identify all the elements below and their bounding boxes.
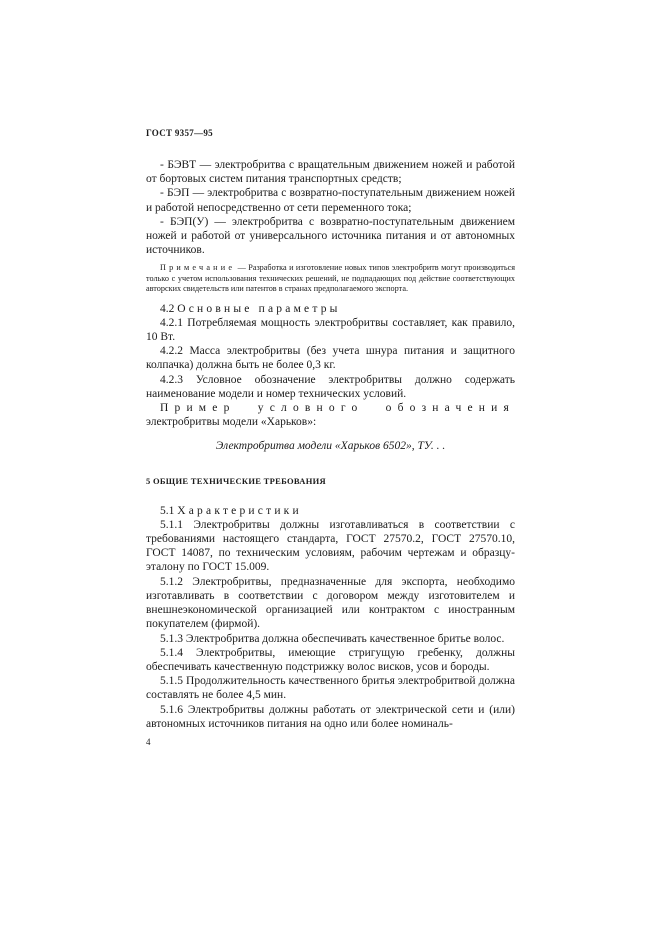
section-4-2-title: Основные параметры [177, 302, 341, 315]
example-designation: Электробритва модели «Харьков 6502», ТУ. . . [215, 440, 446, 453]
paragraph-5-1-2: 5.1.2 Электробритвы, предназначенные для экспорта, необходимо изготавливать в соответствии с договором между изготовителем и внешнеэкономической организацией или контрактом с иностранным покупателем (фирмой). [146, 575, 515, 631]
section-4-2-number: 4.2 [160, 302, 178, 315]
example-label: Пример условного обозначения [160, 402, 515, 415]
example-paragraph [146, 401, 515, 429]
document-header: ГОСТ 9357—95 [146, 128, 213, 138]
note-label: Примечание [160, 263, 236, 273]
section-5-title: 5 ОБЩИЕ ТЕХНИЧЕСКИЕ ТРЕБОВАНИЯ [146, 475, 326, 486]
document-page [146, 128, 515, 747]
paragraph-4-2-2: 4.2.2 Масса электробритвы (без учета шнура питания и защитного колпачка) должна быть не более 0,3 кг. [146, 345, 515, 372]
paragraph-5-1-5: 5.1.5 Продолжительность качественного бритья электробритвой должна составлять не более 4,5 мин. [146, 675, 515, 702]
section-5-1-number: 5.1 [160, 504, 178, 517]
paragraph-4-2-1: 4.2.1 Потребляемая мощность электробритвы составляет, как правило, 10 Вт. [146, 316, 515, 344]
note-block [146, 263, 515, 294]
note-text: — Разработка и изготовление новых типов электробритв могут производиться только с учетом использования технических решений, не подпадающих под действие соответствующих авторских свидетельств или патентов в странах предполагаемого экспорта. [146, 263, 515, 294]
page-number: 4 [146, 736, 151, 747]
list-item-bep-u: - БЭП(У) — электробритва с возвратно-поступательным движением ножей и работой от универсального источника питания и от автономных источников. [146, 215, 515, 257]
section-5-1-title: Характеристики [177, 504, 302, 517]
paragraph-5-1-4: 5.1.4 Электробритвы, имеющие стригущую гребенку, должны обеспечивать качественную подстрижку волос висков, усов и бороды. [146, 646, 515, 673]
list-item-bep: - БЭП — электробритва с возвратно-поступательным движением ножей и работой непосредственно от сети переменного тока; [146, 187, 515, 214]
section-4-2-heading [146, 302, 515, 316]
paragraph-5-1-1: 5.1.1 Электробритвы должны изготавливаться в соответствии с требованиями настоящего стандарта, ГОСТ 27570.2, ГОСТ 27570.10, ГОСТ 14087, по техническим условиям, рабочим чертежам и образцу-эталону по ГОСТ 15.009. [146, 518, 515, 574]
section-5-1-heading [146, 504, 515, 518]
list-item-bevt: - БЭВТ — электробритва с вращательным движением ножей и работой от бортовых систем питания транспортных средств; [146, 159, 515, 186]
paragraph-5-1-3: 5.1.3 Электробритва должна обеспечивать качественное бритье волос. [160, 632, 505, 645]
paragraph-5-1-6: 5.1.6 Электробритвы должны работать от электрической сети и (или) автономных источников питания на одно или более номиналь- [146, 703, 515, 730]
example-tail: электробритвы модели «Харьков»: [146, 416, 317, 429]
paragraph-4-2-3: 4.2.3 Условное обозначение электробритвы должно содержать наименование модели и номер технических условий. [146, 373, 515, 400]
